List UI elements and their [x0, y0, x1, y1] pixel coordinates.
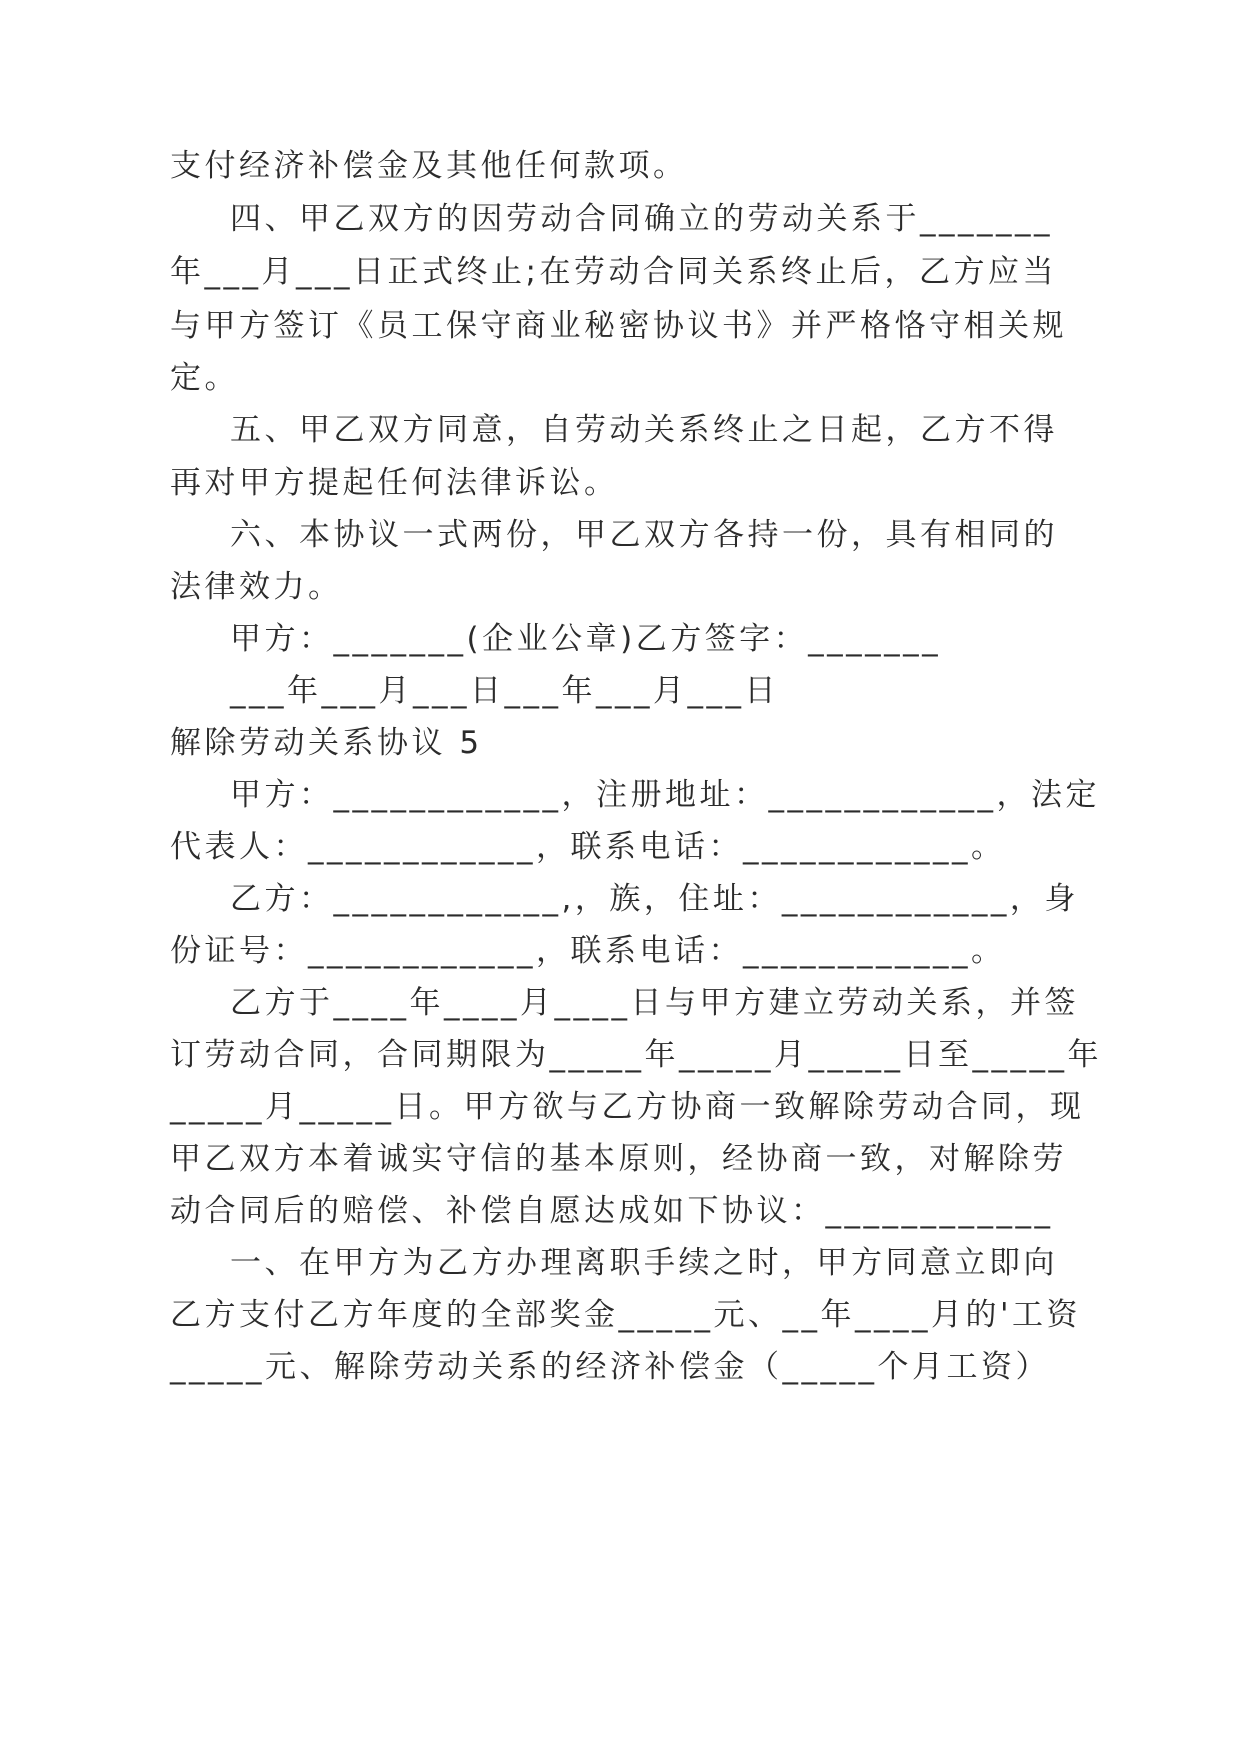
text-line: 甲方：____________，注册地址：____________，法定: [230, 777, 1100, 813]
text-line: 份证号：____________，联系电话：____________。: [170, 933, 1006, 969]
text-line: 四、甲乙双方的因劳动合同确立的劳动关系于_______: [230, 201, 1053, 237]
text-line: 再对甲方提起任何法律诉讼。: [170, 465, 619, 501]
text-line: 定。: [170, 360, 239, 396]
text-line: 乙方于____年____月____日与甲方建立劳动关系，并签: [230, 985, 1079, 1021]
text-line: 甲乙双方本着诚实守信的基本原则，经协商一致，对解除劳: [170, 1141, 1067, 1177]
text-line: 年___月___日正式终止;在劳动合同关系终止后，乙方应当: [170, 254, 1057, 290]
text-line: ___年___月___日___年___月___日: [230, 673, 779, 709]
text-line: 代表人：____________，联系电话：____________。: [170, 829, 1006, 865]
text-line: 乙方支付乙方年度的全部奖金_____元、__年____月的'工资: [170, 1297, 1082, 1333]
text-line: _____月_____日。甲方欲与乙方协商一致解除劳动合同，现: [170, 1089, 1085, 1125]
text-line: 法律效力。: [170, 569, 343, 605]
text-line: 订劳动合同，合同期限为_____年_____月_____日至_____年: [170, 1037, 1102, 1073]
text-line: 五、甲乙双方同意，自劳动关系终止之日起，乙方不得: [230, 412, 1058, 448]
text-line: 支付经济补偿金及其他任何款项。: [170, 148, 688, 184]
text-line: 六、本协议一式两份，甲乙双方各持一份，具有相同的: [230, 517, 1058, 553]
section-heading: 解除劳动关系协议 5: [170, 725, 483, 761]
text-line: 与甲方签订《员工保守商业秘密协议书》并严格恪守相关规: [170, 308, 1067, 344]
text-line: 一、在甲方为乙方办理离职手续之时，甲方同意立即向: [230, 1245, 1058, 1281]
text-line: 甲方：_______(企业公章)乙方签字：_______: [230, 621, 942, 657]
text-line: _____元、解除劳动关系的经济补偿金（_____个月工资）: [170, 1349, 1050, 1385]
text-line: 乙方：____________,，族，住址：____________，身: [230, 881, 1079, 917]
text-line: 动合同后的赔偿、补偿自愿达成如下协议：____________: [170, 1193, 1054, 1229]
